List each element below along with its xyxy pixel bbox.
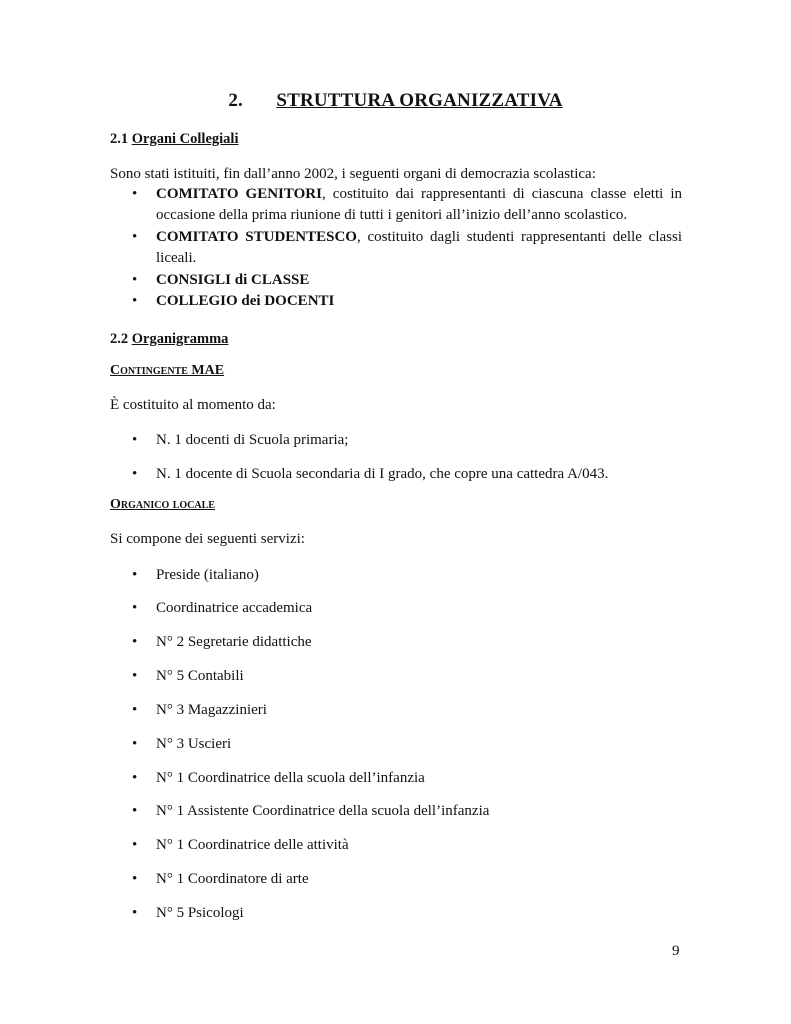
contingente-intro: È costituito al momento da:	[110, 397, 276, 413]
item-text: N. 1 docente di Scuola secondaria di I grado, che copre una cattedra A/043.	[156, 466, 609, 482]
item-text: N° 3 Uscieri	[156, 736, 232, 752]
section-number: 2.1	[110, 131, 129, 147]
item-text: N. 1 docenti di Scuola primaria;	[156, 432, 349, 448]
bullet-icon: •	[132, 432, 138, 448]
bullet-icon: •	[132, 871, 138, 887]
bullet-icon: •	[132, 186, 138, 202]
item-bold: COLLEGIO dei DOCENTI	[156, 293, 335, 309]
title-text: STRUTTURA ORGANIZZATIVA	[276, 90, 563, 111]
item-text: N° 1 Coordinatrice della scuola dell’infanzia	[156, 770, 425, 786]
page-number: 9	[672, 943, 680, 959]
item-text: , costituito dagli studenti rappresentanti delle classi liceali.	[156, 229, 682, 266]
bullet-icon: •	[132, 770, 138, 786]
bullet-icon: •	[132, 466, 138, 482]
organi-list	[110, 184, 682, 312]
bullet-icon: •	[132, 837, 138, 853]
bullet-icon: •	[132, 634, 138, 650]
item-bold: COMITATO GENITORI	[156, 186, 322, 202]
bullet-icon: •	[132, 736, 138, 752]
item-bold: COMITATO STUDENTESCO	[156, 229, 357, 245]
section-number: 2.2	[110, 331, 129, 347]
item-text: N° 3 Magazzinieri	[156, 702, 267, 718]
section-title: Organigramma	[131, 331, 229, 347]
section-intro: Sono stati istituiti, fin dall’anno 2002, i seguenti organi di democrazia scolastica:	[110, 166, 596, 182]
item-text: N° 1 Coordinatrice delle attività	[156, 837, 349, 853]
bullet-icon: •	[132, 272, 138, 288]
organico-intro: Si compone dei seguenti servizi:	[110, 531, 305, 547]
item-text: N° 2 Segretarie didattiche	[156, 634, 312, 650]
title-number: 2.	[228, 90, 243, 111]
bullet-icon: •	[132, 668, 138, 684]
page-title	[0, 90, 791, 112]
item-text: , costituito dai rappresentanti di ciascuna classe eletti in occasione della prima riunione di tutti i genitori all’inizio dell’anno scolastico.	[156, 186, 683, 223]
bullet-icon: •	[132, 803, 138, 819]
item-text: N° 1 Coordinatore di arte	[156, 871, 309, 887]
bullet-icon: •	[132, 905, 138, 921]
item-text: N° 5 Psicologi	[156, 905, 244, 921]
subheading-organico: Organico locale	[110, 497, 215, 512]
item-bold: CONSIGLI di CLASSE	[156, 272, 310, 288]
bullet-icon: •	[132, 600, 138, 616]
list-item	[110, 291, 682, 312]
item-text: N° 1 Assistente Coordinatrice della scuola dell’infanzia	[156, 803, 490, 819]
list-item	[110, 227, 682, 269]
section-heading-organigramma	[110, 331, 228, 348]
section-title: Organi Collegiali	[131, 131, 239, 147]
bullet-icon: •	[132, 702, 138, 718]
bullet-icon: •	[132, 293, 138, 309]
section-heading-organi	[110, 131, 238, 148]
bullet-icon: •	[132, 567, 138, 583]
subheading-contingente: Contingente MAE	[110, 363, 225, 378]
item-text: Preside (italiano)	[156, 567, 259, 583]
item-text: Coordinatrice accademica	[156, 600, 313, 616]
list-item	[110, 184, 682, 226]
item-text: N° 5 Contabili	[156, 668, 244, 684]
bullet-icon: •	[132, 229, 138, 245]
list-item	[110, 270, 682, 291]
